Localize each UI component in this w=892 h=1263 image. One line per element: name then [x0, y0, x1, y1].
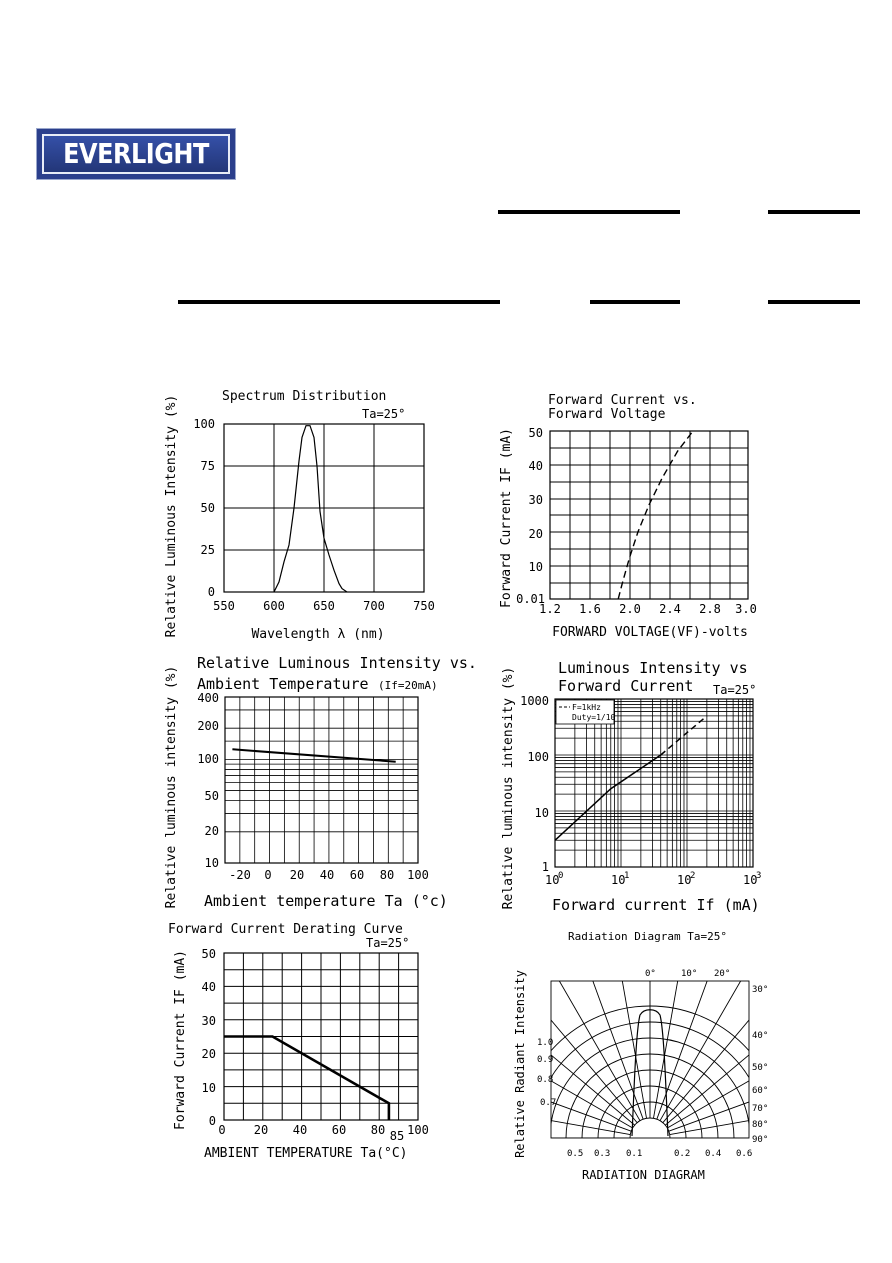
x-tick-label: 100 — [407, 868, 429, 882]
x-tick-label: 700 — [363, 599, 385, 613]
x-tick-label: 2.8 — [699, 602, 721, 616]
x-tick-label: 2.0 — [619, 602, 641, 616]
polar-spoke — [653, 892, 693, 1119]
y-tick-label: 100 — [197, 752, 219, 766]
y-axis-label: Forward Current IF (mA) — [173, 949, 188, 1131]
y-tick-label: 100 — [193, 417, 215, 431]
intensity-label: 0.7 — [540, 1098, 557, 1108]
intensity-label: 0.5 — [567, 1149, 584, 1159]
chart-title: Radiation Diagram Ta=25° — [568, 930, 727, 943]
x-tick-label: 2.4 — [659, 602, 681, 616]
angle-label: 60° — [752, 1086, 769, 1096]
angle-label: 80° — [752, 1120, 769, 1130]
gridlines — [225, 697, 418, 863]
intensity-label: 0.2 — [674, 1149, 691, 1159]
y-tick-label: 1000 — [520, 694, 549, 708]
y-tick-label: 0 — [207, 585, 215, 599]
y-tick-label: 30 — [201, 1014, 216, 1028]
intensity-label: 0.1 — [626, 1149, 643, 1159]
y-tick-label: 50 — [200, 501, 215, 515]
x-tick-label: 80 — [379, 868, 395, 882]
x-tick-label: 3.0 — [735, 602, 757, 616]
chart-condition: Ta=25° — [713, 683, 757, 697]
x-tick-label: 60 — [331, 1123, 347, 1137]
x-tick-label: 80 — [370, 1123, 386, 1137]
intensity-label: 0.6 — [736, 1149, 753, 1159]
y-axis-label: Relative Luminous Intensity (%) — [164, 394, 179, 638]
temp-chart — [164, 654, 477, 910]
y-tick-label: 20 — [201, 1047, 216, 1061]
y-tick-label: 40 — [201, 980, 216, 994]
x-tick-label: -20 — [229, 868, 251, 882]
polar-spoke — [665, 977, 841, 1125]
angle-label: 20° — [714, 969, 731, 979]
y-tick-label: 0.01 — [516, 592, 545, 606]
angle-label: 0° — [645, 969, 656, 979]
chart-title: Ambient Temperature — [197, 675, 369, 693]
angle-label: 10° — [681, 969, 698, 979]
intensity-label: 1.0 — [537, 1038, 554, 1048]
gridlines — [224, 424, 424, 592]
y-tick-label: 10 — [201, 1081, 216, 1095]
chart-condition: Ta=25° — [366, 936, 410, 950]
y-tick-label: 50 — [201, 947, 216, 961]
derating-chart — [168, 922, 429, 1161]
chart-title: Luminous Intensity vs — [558, 659, 748, 677]
angle-label: 50° — [752, 1063, 769, 1073]
angle-label: 40° — [752, 1031, 769, 1041]
polar-grid — [400, 888, 892, 1263]
series-line — [274, 426, 347, 592]
chart-condition: (If=20mA) — [378, 679, 438, 692]
chart-title: Forward Current vs. — [548, 393, 697, 408]
y-tick-label: 1 — [541, 860, 549, 874]
x-tick-exponent: 2 — [690, 871, 696, 881]
x-tick-label: 10 — [677, 873, 692, 887]
radiation-chart — [400, 888, 892, 1263]
x-tick-label: 20 — [253, 1123, 269, 1137]
polar-spoke — [489, 946, 637, 1122]
polar-spoke — [670, 1095, 892, 1135]
x-tick-exponent: 1 — [624, 871, 630, 881]
y-tick-label: 25 — [200, 543, 215, 557]
angle-label: 90° — [752, 1135, 769, 1145]
x-tick-label: 10 — [611, 873, 626, 887]
y-tick-label: 10 — [534, 806, 549, 820]
y-tick-label: 75 — [200, 459, 215, 473]
polar-spoke — [433, 1013, 632, 1128]
x-tick-label: 1.2 — [539, 602, 561, 616]
x-axis-label: Ambient temperature Ta (°c) — [204, 892, 448, 910]
angle-label: 70° — [752, 1104, 769, 1114]
legend-label: Duty=1/10 — [572, 713, 616, 722]
x-tick-label: 40 — [292, 1123, 308, 1137]
y-tick-label: 50 — [528, 426, 543, 440]
lum-chart — [501, 659, 761, 914]
x-tick-exponent: 0 — [558, 871, 564, 881]
x-tick-label: 20 — [289, 868, 305, 882]
intensity-label: 0.8 — [537, 1075, 554, 1085]
y-tick-label: 20 — [204, 824, 219, 838]
x-tick-label: 10 — [545, 873, 560, 887]
y-tick-label: 10 — [528, 560, 543, 574]
x-axis-label: Wavelength λ (nm) — [251, 627, 385, 642]
x-tick-label: 750 — [413, 599, 435, 613]
x-axis-label: RADIATION DIAGRAM — [582, 1168, 705, 1182]
y-tick-label: 20 — [528, 527, 543, 541]
polar-spoke — [525, 921, 640, 1120]
y-tick-label: 30 — [528, 493, 543, 507]
y-axis-label: Relative Radiant Intensity — [513, 970, 527, 1158]
legend-label: F=1kHz — [572, 703, 601, 712]
x-axis-label: FORWARD VOLTAGE(VF)-volts — [552, 625, 748, 640]
chart-title: Forward Current Derating Curve — [168, 922, 403, 937]
polar-spoke — [669, 1052, 885, 1131]
y-axis-label: Forward Current IF (mA) — [499, 427, 514, 609]
gridlines — [550, 431, 748, 599]
x-tick-label: 0 — [264, 868, 272, 882]
y-tick-label: 100 — [527, 750, 549, 764]
chart-title: Spectrum Distribution — [222, 389, 387, 404]
x-axis-label: Forward current If (mA) — [552, 896, 760, 914]
chart-title: Forward Current — [558, 677, 694, 695]
x-tick-label: 600 — [263, 599, 285, 613]
x-tick-label: 650 — [313, 599, 335, 613]
x-tick-label: 1.6 — [579, 602, 601, 616]
intensity-label: 0.9 — [537, 1055, 554, 1065]
intensity-label: 0.4 — [705, 1149, 722, 1159]
iv-chart — [499, 393, 757, 640]
series-line — [224, 1037, 389, 1121]
angle-label: 30° — [752, 985, 769, 995]
logo-text: EVERLIGHT — [63, 137, 209, 171]
y-tick-label: 400 — [197, 691, 219, 705]
y-tick-label: 0 — [208, 1114, 216, 1128]
y-tick-label: 50 — [204, 789, 219, 803]
y-tick-label: 40 — [528, 459, 543, 473]
x-tick-label: 60 — [349, 868, 365, 882]
spectrum-chart — [164, 389, 435, 642]
y-axis-label: Relative luminous intensity (%) — [164, 665, 179, 909]
x-tick-label: 550 — [213, 599, 235, 613]
x-axis-label: AMBIENT TEMPERATURE Ta(°C) — [204, 1146, 408, 1161]
x-tick-label: 10 — [743, 873, 758, 887]
x-tick-labels — [545, 871, 761, 887]
x-tick-label: 100 — [407, 1123, 429, 1137]
y-axis-label: Relative luminous intensity (%) — [501, 666, 516, 910]
intensity-label: 0.3 — [594, 1149, 611, 1159]
chart-condition: Ta=25° — [362, 407, 406, 421]
polar-spoke — [607, 892, 647, 1119]
plot-frame — [225, 697, 418, 863]
y-tick-label: 10 — [204, 856, 219, 870]
chart-title: Forward Voltage — [548, 407, 666, 422]
chart-title: Relative Luminous Intensity vs. — [197, 654, 477, 672]
y-tick-label: 200 — [197, 719, 219, 733]
x-tick-label: 0 — [218, 1123, 226, 1137]
x-tick-exponent: 3 — [756, 871, 762, 881]
x-tick-label-85: 85 — [389, 1129, 405, 1143]
x-tick-label: 40 — [319, 868, 335, 882]
